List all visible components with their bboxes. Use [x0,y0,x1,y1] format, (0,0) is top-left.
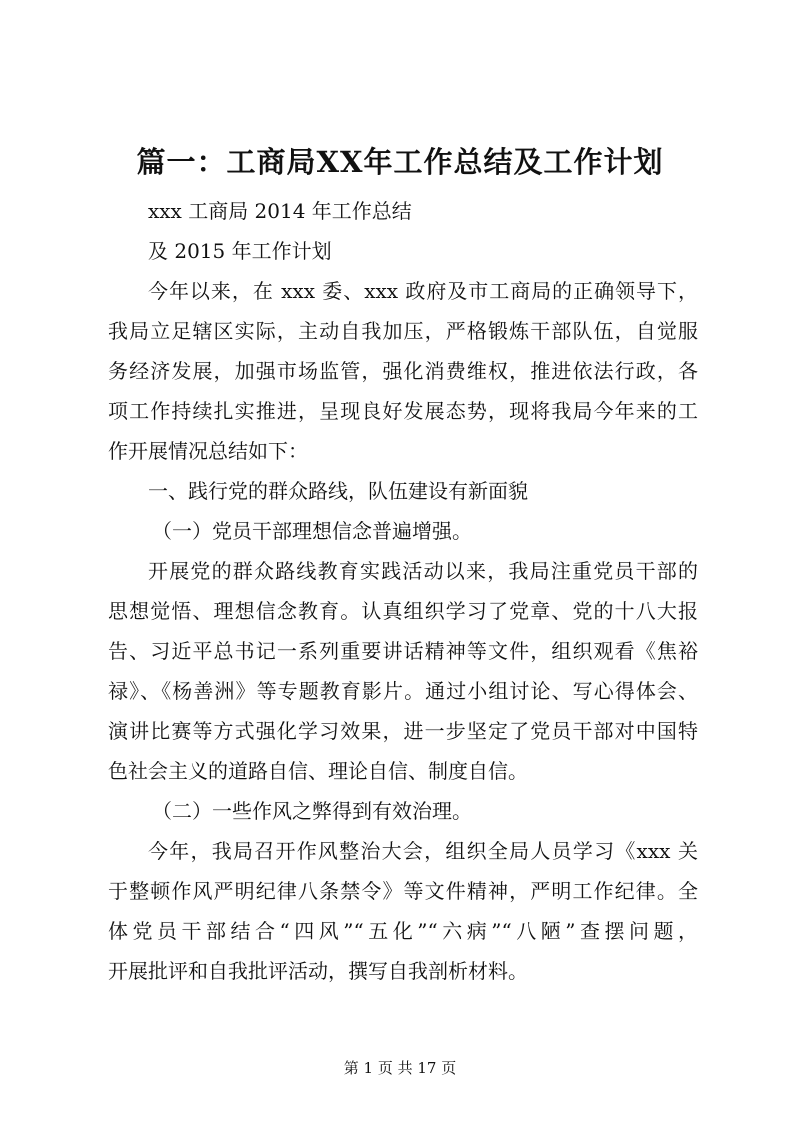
paragraph-line: 我局立足辖区实际，主动自我加压，严格锻炼干部队伍，自觉服 [108,319,698,343]
page-number: 第 1 页 共 17 页 [343,1059,457,1077]
paragraph-line: 开展党的群众路线教育实践活动以来，我局注重党员干部的 [148,559,698,583]
paragraph-line: 作开展情况总结如下： [108,439,308,463]
subtitle-line: 及 2015 年工作计划 [148,239,332,263]
subtitle-line: xxx 工商局 2014 年工作总结 [148,199,412,223]
document-body [108,191,698,991]
paragraph-line: 今年，我局召开作风整治大会，组织全局人员学习《xxx 关 [148,839,698,863]
subsection-heading: （一）党员干部理想信念普遍增强。 [152,519,472,543]
paragraph-line: 禄》、《杨善洲》等专题教育影片。通过小组讨论、写心得体会、 [108,679,698,703]
subsection-heading: （二）一些作风之弊得到有效治理。 [152,799,472,823]
paragraph-line: 务经济发展，加强市场监管，强化消费维权，推进依法行政，各 [108,359,698,383]
section-heading: 一、践行党的群众路线，队伍建设有新面貌 [148,479,528,503]
paragraph-line: 开展批评和自我批评活动，撰写自我剖析材料。 [108,959,528,983]
paragraph-line: 于整顿作风严明纪律八条禁令》等文件精神，严明工作纪律。全 [108,879,698,903]
document-title: 篇一：工商局XX年工作总结及工作计划 [136,145,664,179]
paragraph-line: 色社会主义的道路自信、理论自信、制度自信。 [108,759,528,783]
paragraph-line: 今年以来，在 xxx 委、xxx 政府及市工商局的正确领导下， [148,279,698,303]
paragraph-line: 告、习近平总书记一系列重要讲话精神等文件，组织观看《焦裕 [108,639,698,663]
paragraph-line: 思想觉悟、理想信念教育。认真组织学习了党章、党的十八大报 [108,599,698,623]
paragraph-line: 体党员干部结合“四风”“五化”“六病”“八陋”查摆问题， [108,919,698,943]
paragraph-line: 项工作持续扎实推进，呈现良好发展态势，现将我局今年来的工 [108,399,698,423]
paragraph-line: 演讲比赛等方式强化学习效果，进一步坚定了党员干部对中国特 [108,719,698,743]
